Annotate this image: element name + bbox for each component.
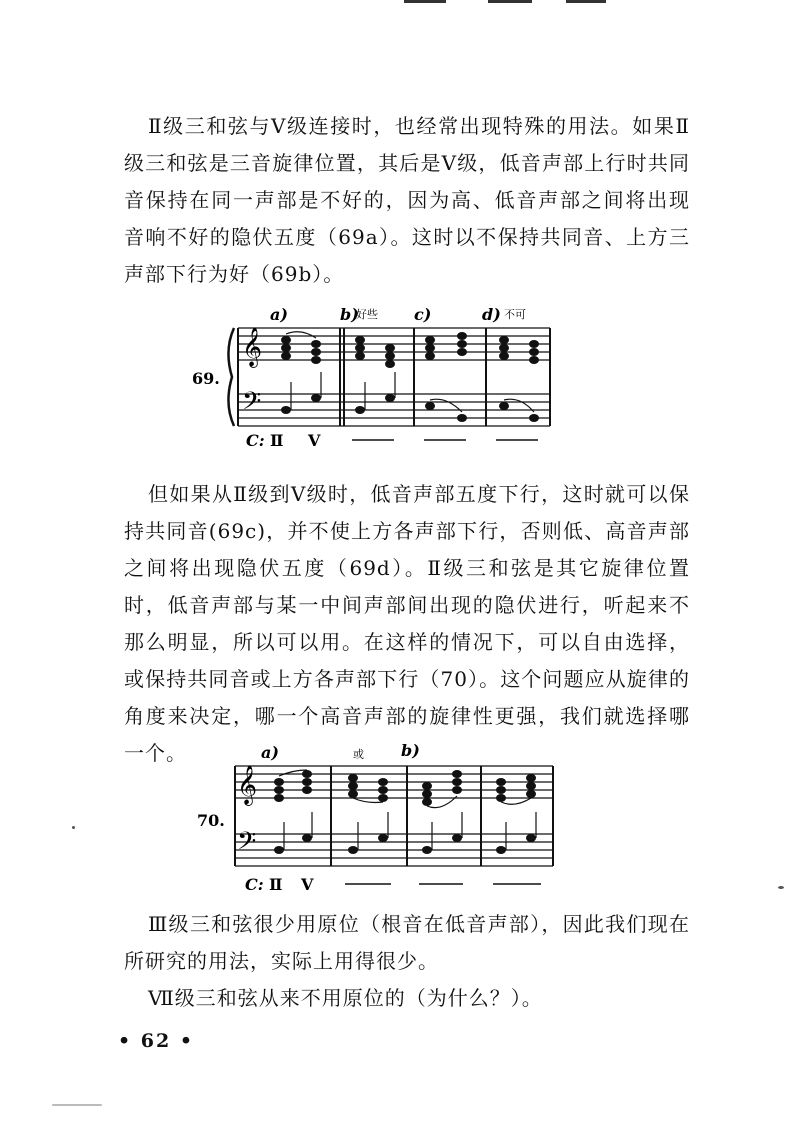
annotation-69-not-allowed: 不可 [504, 308, 526, 321]
treble-clef-icon: 𝄞 [237, 765, 258, 805]
label-69-d: d) [482, 305, 501, 324]
top-rule-1 [404, 0, 446, 3]
paragraph-4: Ⅶ级三和弦从来不用原位的（为什么？）。 [148, 986, 543, 1010]
music-example-69 [190, 300, 570, 450]
example-70-number: 70. [197, 811, 225, 830]
scan-speck [778, 886, 784, 889]
paragraph-3: Ⅲ级三和弦很少用原位（根音在低音声部），因此我们现在所研究的用法，实际上用得很少。 [124, 912, 690, 973]
scan-speck [52, 1104, 102, 1106]
roman-70-second: Ⅴ [301, 875, 314, 894]
bass-clef-icon: 𝄢 [237, 827, 257, 862]
music-example-70 [195, 738, 565, 898]
top-rule-3 [566, 0, 606, 3]
key-label-69: C: [246, 431, 265, 450]
top-rule-2 [488, 0, 532, 3]
roman-69-first: Ⅱ [270, 431, 284, 450]
page-number: • 62 • [118, 1030, 194, 1052]
key-label-70: C: [245, 875, 264, 894]
label-70-b: b) [401, 741, 420, 760]
annotation-70-or: 或 [353, 748, 364, 761]
example-69-number: 69. [192, 369, 220, 388]
annotation-69-better: 好些 [356, 308, 378, 321]
label-70-a: a) [261, 743, 279, 762]
treble-clef-icon: 𝄞 [242, 327, 263, 367]
paragraph-1: Ⅱ级三和弦与Ⅴ级连接时，也经常出现特殊的用法。如果Ⅱ级三和弦是三音旋律位置，其后是Ⅴ级，低音声部上行时共同音保持在同一声部是不好的，因为高、低音声部之间将出现音响不好的隐伏五度（69a）。这时以不保持共同音、上方三声部下行为好（69b）。 [124, 114, 690, 286]
bass-clef-icon: 𝄢 [242, 387, 262, 422]
scan-speck [72, 826, 75, 829]
label-69-c: c) [414, 305, 432, 324]
brace-69 [228, 328, 234, 426]
roman-70-first: Ⅱ [269, 875, 283, 894]
label-69-b: b) [340, 305, 359, 324]
label-69-a: a) [270, 305, 288, 324]
chord-notes-69 [281, 332, 539, 422]
paragraph-2: 但如果从Ⅱ级到Ⅴ级时，低音声部五度下行，这时就可以保持共同音(69c)，并不使上方各声部下行，否则低、高音声部之间将出现隐伏五度（69d）。Ⅱ级三和弦是其它旋律位置时，低音声部与某一中间声部间出现的隐伏进行，听起来不那么明显，所以可以用。在这样的情况下，可以自由选择，或保持共同音或上方各声部下行（70）。这个问题应从旋律的角度来决定，哪一个高音声部的旋律性更强，我们就选择哪一个。 [124, 482, 690, 765]
roman-69-second: Ⅴ [308, 431, 321, 450]
